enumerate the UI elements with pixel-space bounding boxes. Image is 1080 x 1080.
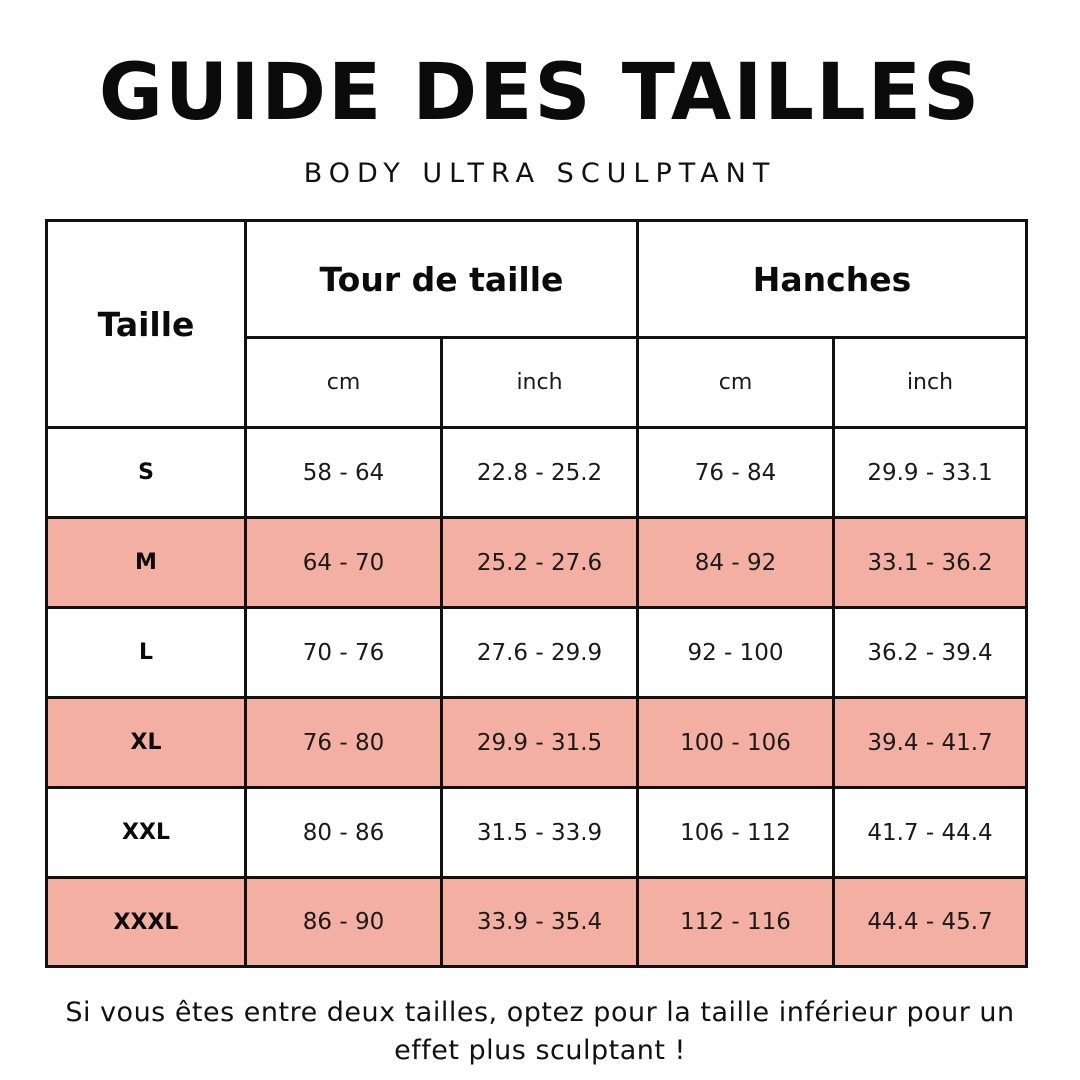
waist-cm-cell: 86 - 90 (244, 876, 440, 965)
waist-inch-cell: 22.8 - 25.2 (440, 426, 636, 516)
hips-inch-cell: 36.2 - 39.4 (832, 606, 1025, 696)
hips-cm-unit-header: cm (636, 336, 832, 426)
table-row-size-label: XL (48, 696, 244, 786)
hips-cm-cell: 76 - 84 (636, 426, 832, 516)
table-row-size-label: S (48, 426, 244, 516)
hips-inch-cell: 33.1 - 36.2 (832, 516, 1025, 606)
hips-cm-cell: 112 - 116 (636, 876, 832, 965)
waist-inch-cell: 33.9 - 35.4 (440, 876, 636, 965)
page-subtitle: BODY ULTRA SCULPTANT (303, 158, 777, 189)
table-row-size-label: XXXL (48, 876, 244, 965)
hips-inch-cell: 41.7 - 44.4 (832, 786, 1025, 876)
waist-column-header: Tour de taille (244, 222, 636, 336)
waist-cm-cell: 70 - 76 (244, 606, 440, 696)
waist-cm-cell: 64 - 70 (244, 516, 440, 606)
hips-cm-cell: 92 - 100 (636, 606, 832, 696)
sizing-advice-note: Si vous êtes entre deux tailles, optez pour la taille inférieur pour un effet plus sculptant ! (65, 997, 1015, 1066)
table-row-size-label: L (48, 606, 244, 696)
waist-cm-cell: 80 - 86 (244, 786, 440, 876)
hips-inch-cell: 29.9 - 33.1 (832, 426, 1025, 516)
hips-inch-unit-header: inch (832, 336, 1025, 426)
hips-cm-cell: 106 - 112 (636, 786, 832, 876)
waist-inch-unit-header: inch (440, 336, 636, 426)
waist-cm-unit-header: cm (244, 336, 440, 426)
hips-column-header: Hanches (636, 222, 1025, 336)
hips-cm-cell: 84 - 92 (636, 516, 832, 606)
size-column-header: Taille (97, 304, 195, 344)
waist-inch-cell: 31.5 - 33.9 (440, 786, 636, 876)
page-title: GUIDE DES TAILLES (98, 48, 982, 138)
hips-inch-cell: 39.4 - 41.7 (832, 696, 1025, 786)
table-row-size-label: M (48, 516, 244, 606)
waist-cm-cell: 76 - 80 (244, 696, 440, 786)
waist-inch-cell: 29.9 - 31.5 (440, 696, 636, 786)
waist-inch-cell: 27.6 - 29.9 (440, 606, 636, 696)
hips-inch-cell: 44.4 - 45.7 (832, 876, 1025, 965)
table-row-size-label: XXL (48, 786, 244, 876)
hips-cm-cell: 100 - 106 (636, 696, 832, 786)
waist-inch-cell: 25.2 - 27.6 (440, 516, 636, 606)
size-chart-table (45, 219, 1028, 968)
waist-cm-cell: 58 - 64 (244, 426, 440, 516)
